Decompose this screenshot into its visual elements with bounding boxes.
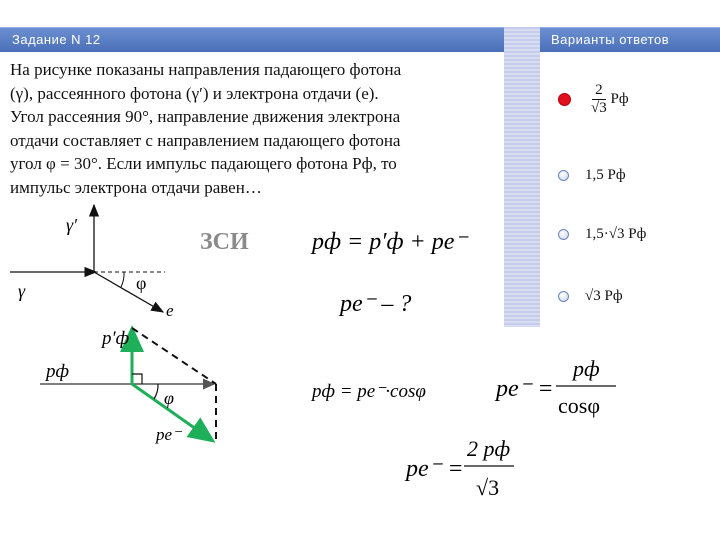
electron-label: e	[166, 301, 174, 320]
electron-momentum-label: pe⁻	[156, 425, 182, 444]
parallelogram-dashed-1	[132, 328, 216, 384]
question-line: угол φ = 30°. Если импульс падающего фотона Pф, то	[10, 154, 397, 173]
projection-formula: pф = pe⁻·cosφ	[312, 381, 426, 402]
gamma-prime-label: γ′	[66, 215, 78, 235]
solution-formulas	[200, 229, 616, 500]
task-title: Задание N 12	[12, 32, 101, 47]
question-line: импульс электрона отдачи равен…	[10, 177, 262, 197]
electron-arrow	[94, 272, 163, 312]
result-lhs: pe⁻ =	[406, 456, 464, 482]
answer-unit: Pф	[610, 90, 629, 107]
gamma-label: γ	[18, 281, 26, 301]
fraction-denominator: √3	[591, 100, 607, 116]
phi-label-2: φ	[164, 388, 174, 408]
question-line: (γ), рассеянного фотона (γ′) и электрона отдачи (e).	[10, 83, 379, 103]
question-line: отдачи составляет с направлением падающего фотона	[10, 130, 401, 150]
angle-arc-2	[154, 384, 158, 399]
question-line: Угол рассеяния 90°, направление движения электрона	[10, 107, 401, 126]
momentum-conservation-formula: pф = p′ф + pe⁻	[312, 229, 468, 255]
answer-label: 1,5·√3 Pф	[585, 226, 647, 242]
unknown-formula: pe⁻ – ?	[340, 291, 412, 317]
pe-denominator: cosφ	[558, 393, 601, 418]
pe-numerator: pф	[573, 356, 600, 381]
question-line: На рисунке показаны направления падающего фотона	[10, 60, 402, 79]
momentum-diagram	[40, 328, 216, 444]
answer-label: √3 Pф	[585, 288, 623, 304]
phi-label: φ	[136, 273, 147, 293]
incident-momentum-label: pф	[46, 361, 69, 382]
answer-label: 1,5 Pф	[585, 167, 626, 183]
pe-lhs: pe⁻ =	[496, 376, 554, 402]
angle-arc	[121, 272, 124, 287]
result-numerator: 2 pф	[467, 436, 511, 461]
scattered-momentum-label: p′ф	[102, 328, 130, 349]
fraction-numerator: 2	[592, 82, 606, 100]
zsi-label: ЗСИ	[200, 229, 249, 255]
scattering-diagram	[10, 205, 174, 320]
answers-title: Варианты ответов	[551, 32, 670, 47]
result-denominator: √3	[476, 475, 500, 500]
